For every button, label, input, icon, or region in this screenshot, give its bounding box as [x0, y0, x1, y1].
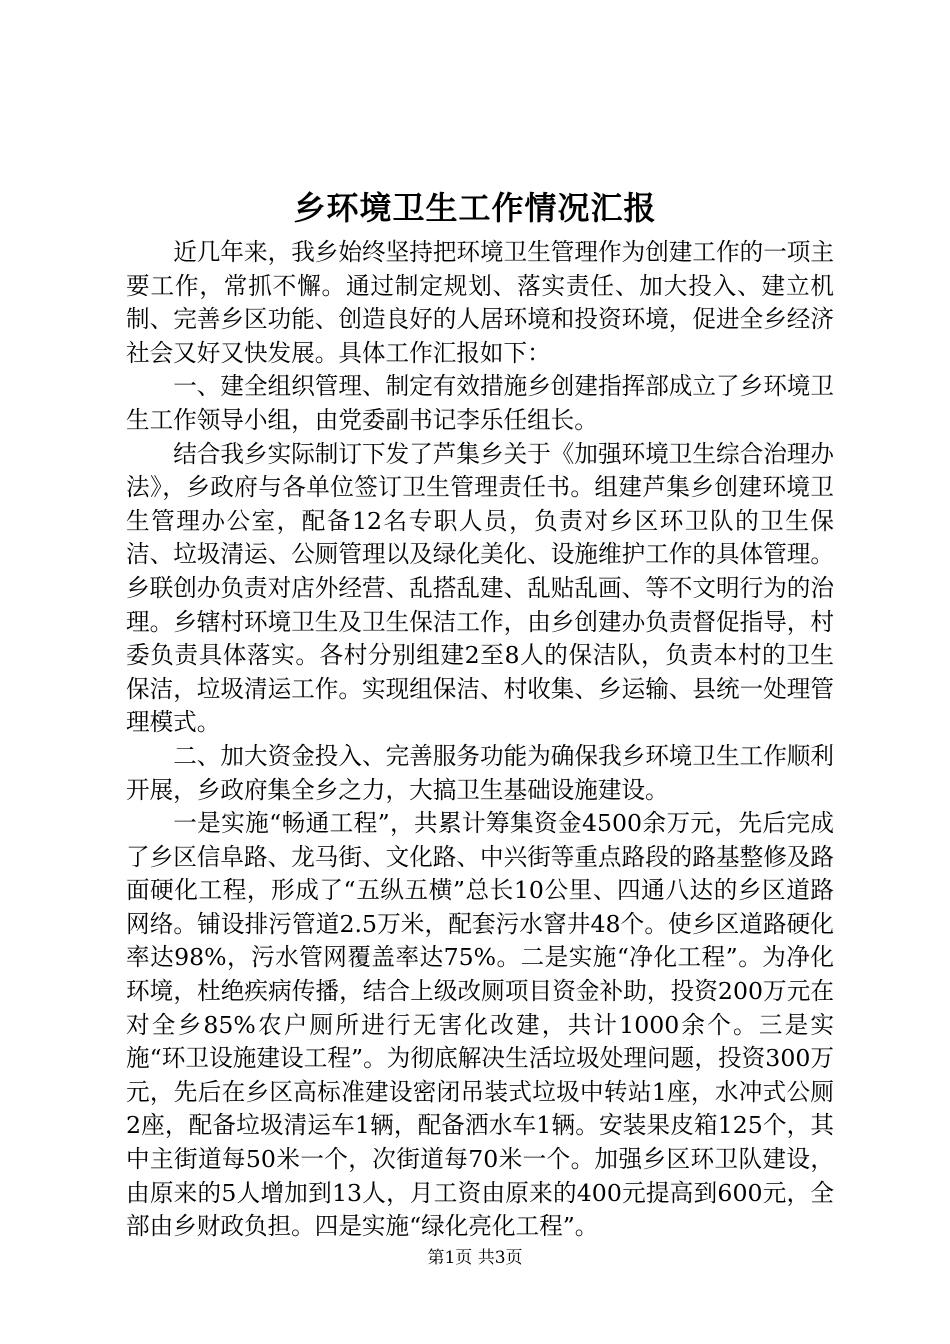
paragraph-section-1: 一、建全组织管理、制定有效措施乡创建指挥部成立了乡环境卫生工作领导小组，由党委副书记李乐任组长。 — [126, 372, 834, 434]
document-title: 乡环境卫生工作情况汇报 — [293, 189, 657, 227]
page-number-footer: 第1页 共3页 — [427, 1248, 523, 1268]
paragraph-intro: 近几年来，我乡始终坚持把环境卫生管理作为创建工作的一项主要工作，常抓不懈。通过制定规划、落实责任、加大投入、建立机制、完善乡区功能、创造良好的人居环境和投资环境，促进全乡经济社会又好又快发展。具体工作汇报如下： — [126, 238, 834, 367]
paragraph-measures: 结合我乡实际制订下发了芦集乡关于《加强环境卫生综合治理办法》，乡政府与各单位签订卫生管理责任书。组建芦集乡创建环境卫生管理办公室，配备12名专职人员，负责对乡区环卫队的卫生保洁、垃圾清运、公厕管理以及绿化美化、设施维护工作的具体管理。乡联创办负责对店外经营、乱搭乱建、乱贴乱画、等不文明行为的治理。乡辖村环境卫生及卫生保洁工作，由乡创建办负责督促指导，村委负责具体落实。各村分别组建2至8人的保洁队，负责本村的卫生保洁，垃圾清运工作。实现组保洁、村收集、乡运输、县统一处理管理模式。 — [126, 439, 834, 737]
document-body — [126, 236, 834, 1244]
paragraph-projects: 一是实施“畅通工程”，共累计筹集资金4500余万元，先后完成了乡区信阜路、龙马街、文化路、中兴街等重点路段的路基整修及路面硬化工程，形成了“五纵五横”总长10公里、四通八达的乡区道路网络。铺设排污管道2.5万米，配套污水窨井48个。使乡区道路硬化率达98%，污水管网覆盖率达75%。二是实施“净化工程”。为净化环境，杜绝疾病传播，结合上级改厕项目资金补助，投资200万元在对全乡85%农户厕所进行无害化改建，共计1000余个。三是实施“环卫设施建设工程”。为彻底解决生活垃圾处理问题，投资300万元，先后在乡区高标准建设密闭吊装式垃圾中转站1座，水冲式公厕2座，配备垃圾清运车1辆，配备洒水车1辆。安装果皮箱125个，其中主街道每50米一个，次街道每70米一个。加强乡区环卫队建设，由原来的5人增加到13人，月工资由原来的400元提高到600元，全部由乡财政负担。四是实施“绿化亮化工程”。 — [126, 809, 834, 1241]
paragraph-section-2: 二、加大资金投入、完善服务功能为确保我乡环境卫生工作顺利开展，乡政府集全乡之力，大搞卫生基础设施建设。 — [126, 741, 834, 804]
